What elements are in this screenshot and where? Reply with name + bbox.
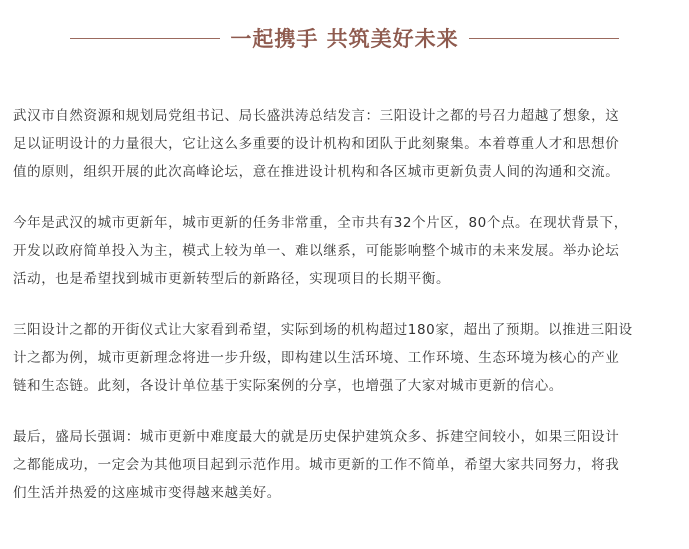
text-line: 计之都为例，城市更新理念将进一步升级，即构建以生活环境、工作环境、生态环境为核心的产业 [13,350,620,366]
text-line: 们生活并热爱的这座城市变得越来越美好。 [13,485,281,501]
text-line: 最后，盛局长强调：城市更新中难度最大的就是历史保护建筑众多、拆建空间较小，如果三阳设计 [13,429,620,445]
paragraph-renewal-year [13,209,673,293]
article-body [13,102,673,530]
paragraph-closing-remarks [13,423,673,507]
text-line: 链和生态链。此刻，各设计单位基于实际案例的分享，也增强了大家对城市更新的信心。 [13,378,563,394]
text-line: 三阳设计之都的开街仪式让大家看到希望，实际到场的机构超过180家，超出了预期。以推进三阳设 [13,322,633,338]
paragraph-opening-ceremony [13,316,673,400]
section-header [0,18,689,58]
text-line: 活动，也是希望找到城市更新转型后的新路径，实现项目的长期平衡。 [13,271,451,287]
text-line: 值的原则，组织开展的此次高峰论坛，意在推进设计机构和各区城市更新负责人间的沟通和交流。 [13,164,620,180]
section-title: 一起携手 共筑美好未来 [230,26,459,51]
text-line: 之都能成功，一定会为其他项目起到示范作用。城市更新的工作不简单，希望大家共同努力，将我 [13,457,620,473]
text-line: 开发以政府简单投入为主，模式上较为单一、难以继系，可能影响整个城市的未来发展。举办论坛 [13,243,620,259]
paragraph-summary-speech [13,102,673,186]
text-line: 武汉市自然资源和规划局党组书记、局长盛洪涛总结发言：三阳设计之都的号召力超越了想象，这 [13,108,620,124]
header-rule-right [469,38,619,39]
header-rule-left [70,38,220,39]
text-line: 今年是武汉的城市更新年，城市更新的任务非常重，全市共有32个片区，80个点。在现状背景下， [13,215,628,231]
text-line: 足以证明设计的力量很大，它让这么多重要的设计机构和团队于此刻聚集。本着尊重人才和思想价 [13,136,620,152]
